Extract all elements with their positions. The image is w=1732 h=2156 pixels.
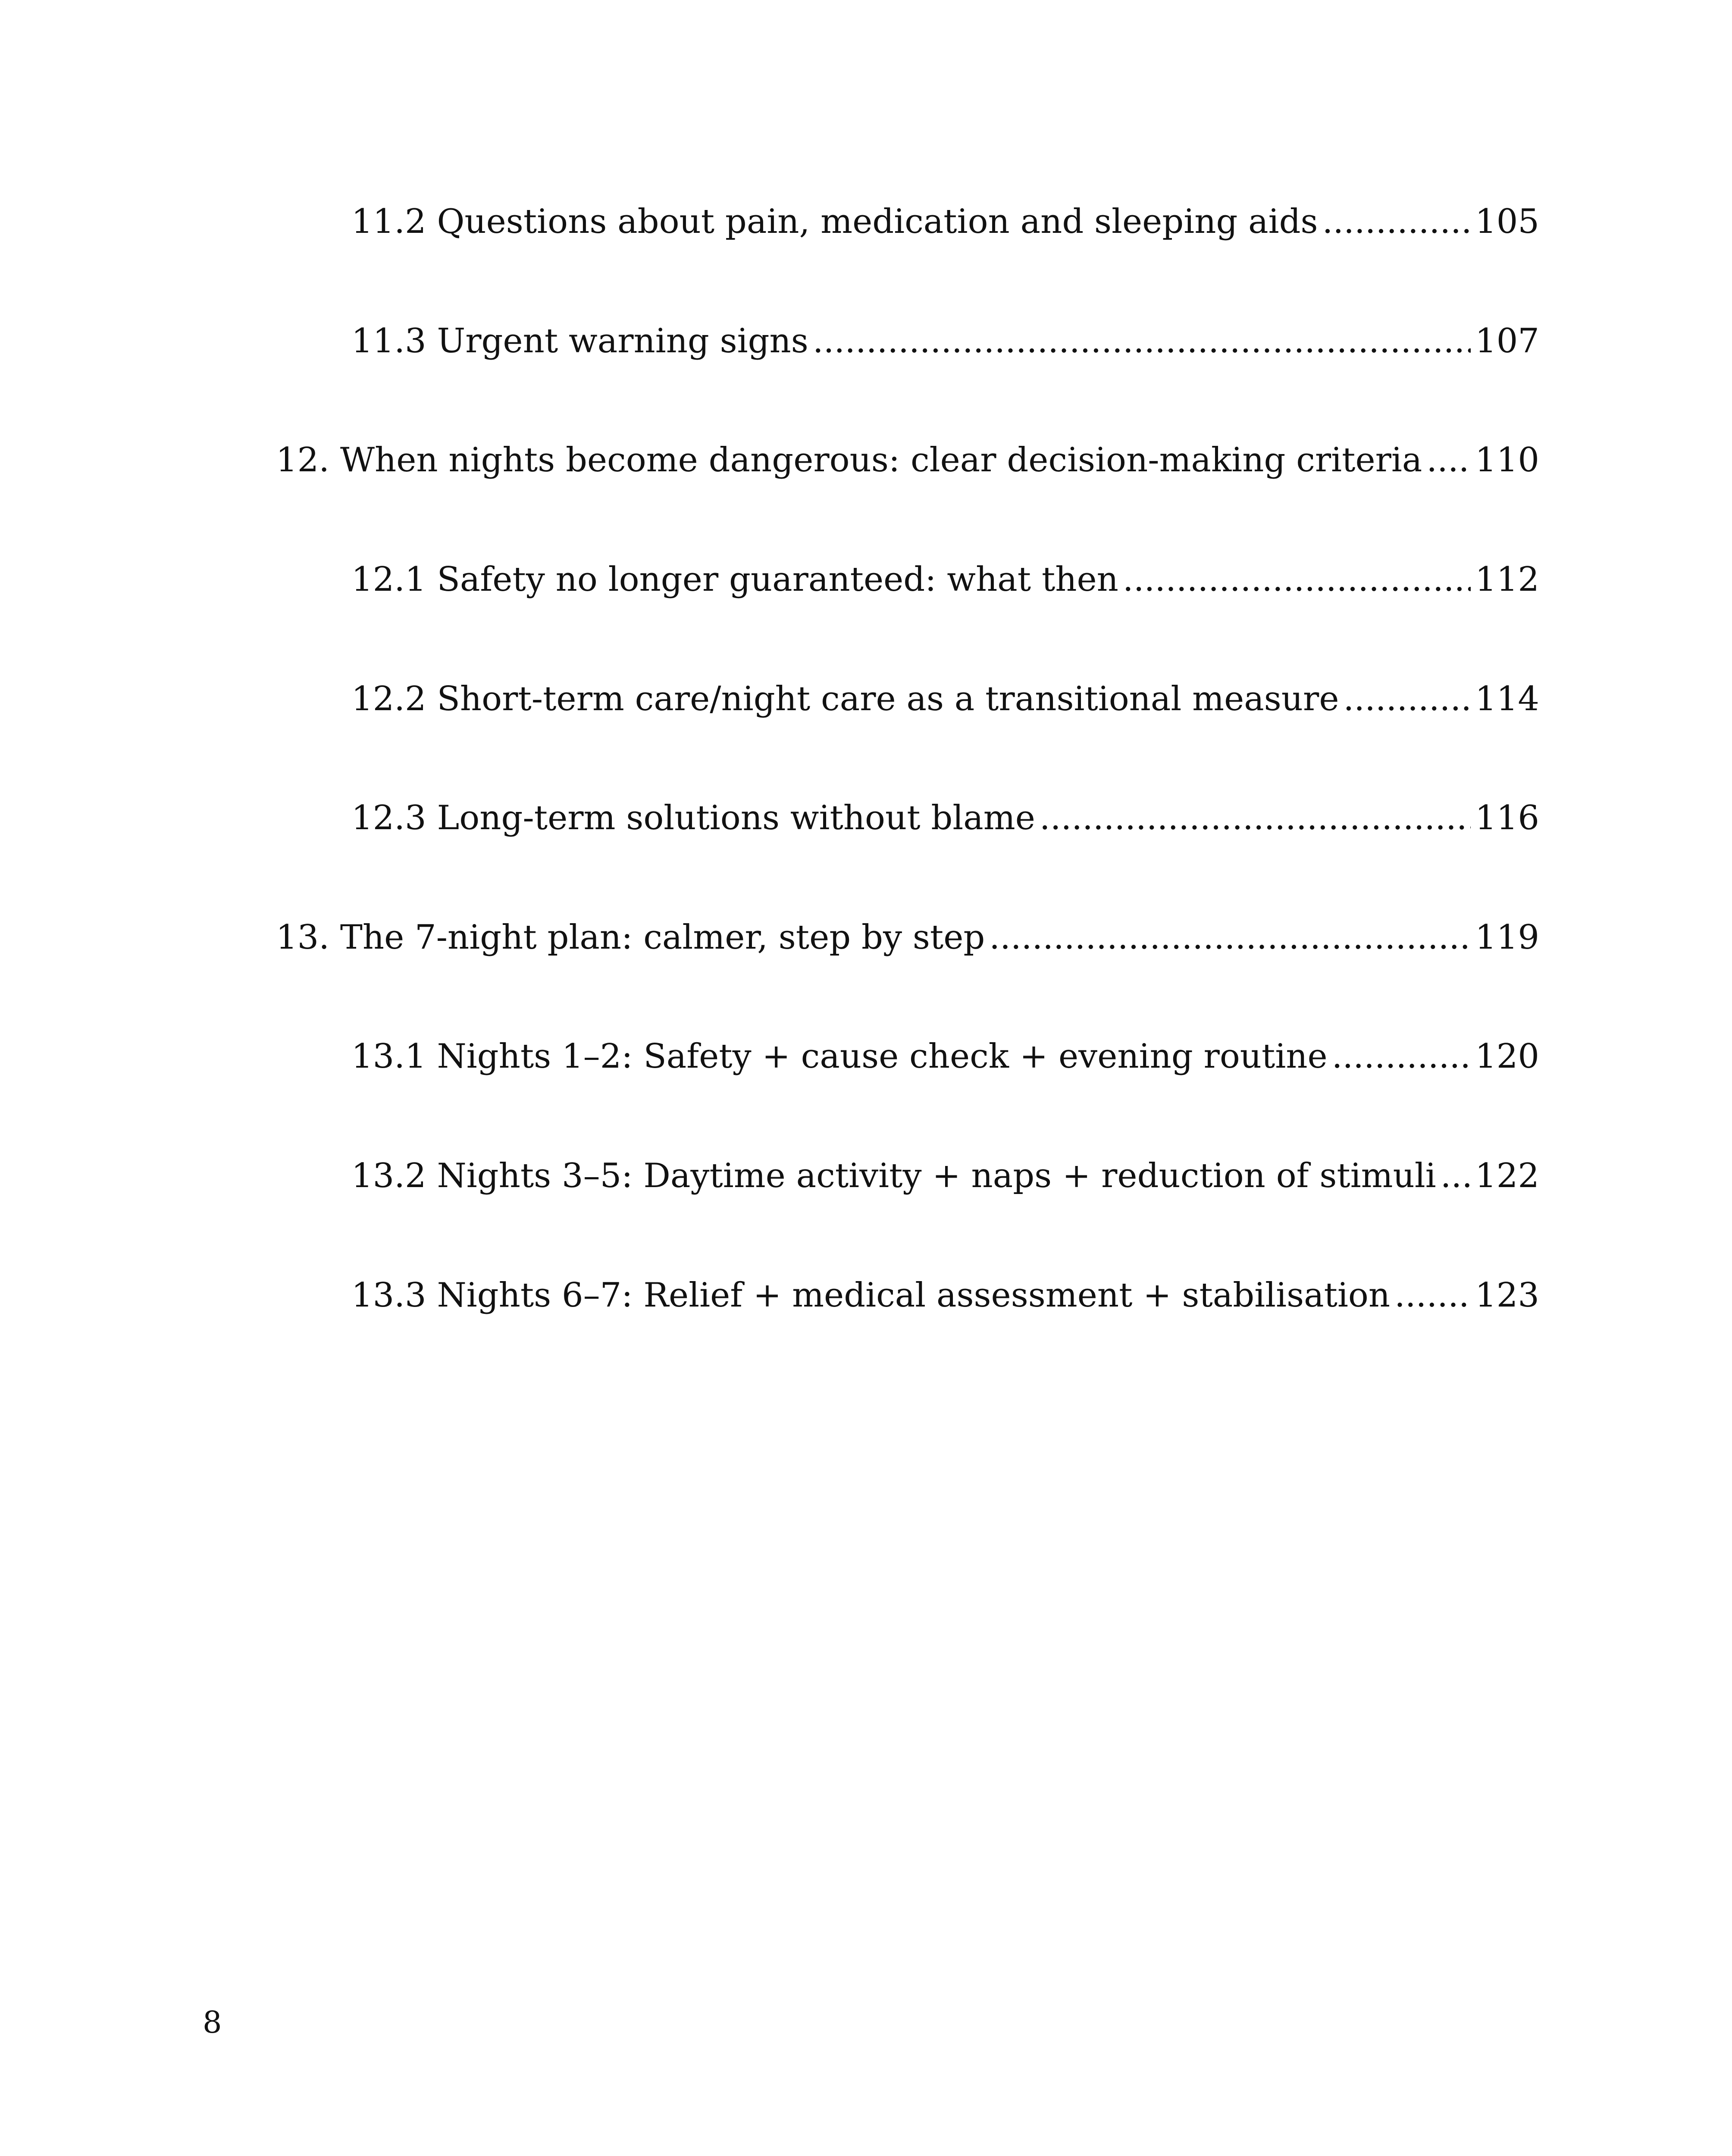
toc-dot-leader [813,324,1471,358]
toc-entry[interactable] [276,918,1539,957]
toc-entry-title: 12.2 Short-term care/night care as a transitional measure [351,680,1339,718]
toc-entry-title: 12.3 Long-term solutions without blame [351,799,1035,837]
toc-entry[interactable] [351,202,1539,241]
toc-entry[interactable] [276,443,1539,477]
toc-entry-title: 13. The 7-night plan: calmer, step by step [276,918,985,957]
toc-dot-leader [1344,682,1471,716]
toc-entry-page: 114 [1475,680,1539,718]
toc-entry[interactable] [351,1156,1539,1195]
toc-entry-title: 13.3 Nights 6–7: Relief + medical assessment + stabilisation [351,1276,1391,1315]
toc-entry-title: 12.1 Safety no longer guaranteed: what then [351,560,1118,599]
toc-entry-page: 120 [1475,1037,1539,1076]
toc-dot-leader [989,921,1471,954]
toc-entry[interactable] [351,682,1539,716]
toc-entry-page: 122 [1475,1156,1539,1195]
toc-dot-leader [1123,563,1471,596]
toc-entry-page: 105 [1475,202,1539,241]
toc-entry-title: 12. When nights become dangerous: clear decision-making criteria [276,441,1422,479]
toc-dot-leader [1441,1159,1471,1193]
toc-entry-title: 13.1 Nights 1–2: Safety + cause check + evening routine [351,1037,1328,1076]
toc-entry-page: 123 [1475,1276,1539,1315]
toc-entry[interactable] [351,801,1539,835]
toc-dot-leader [1426,443,1471,477]
toc-dot-leader [1394,1279,1471,1312]
page-number: 8 [203,2005,222,2040]
toc-entry-page: 116 [1475,799,1539,837]
toc-dot-leader [1040,801,1471,835]
toc-entry-page: 110 [1475,441,1539,479]
toc-entry[interactable] [351,324,1539,358]
toc-entry-page: 112 [1475,560,1539,599]
toc-entry-title: 11.2 Questions about pain, medication and sleeping aids [351,202,1318,241]
toc-entry-title: 13.2 Nights 3–5: Daytime activity + naps + reduction of stimuli [351,1156,1436,1195]
toc-entry[interactable] [351,1276,1539,1315]
toc-entry[interactable] [351,560,1539,599]
toc-entry[interactable] [351,1037,1539,1076]
toc-entry-page: 119 [1475,918,1539,957]
toc-dot-leader [1332,1040,1471,1073]
toc-entry-page: 107 [1475,322,1539,360]
toc-dot-leader [1322,205,1471,238]
toc-entry-title: 11.3 Urgent warning signs [351,322,808,360]
